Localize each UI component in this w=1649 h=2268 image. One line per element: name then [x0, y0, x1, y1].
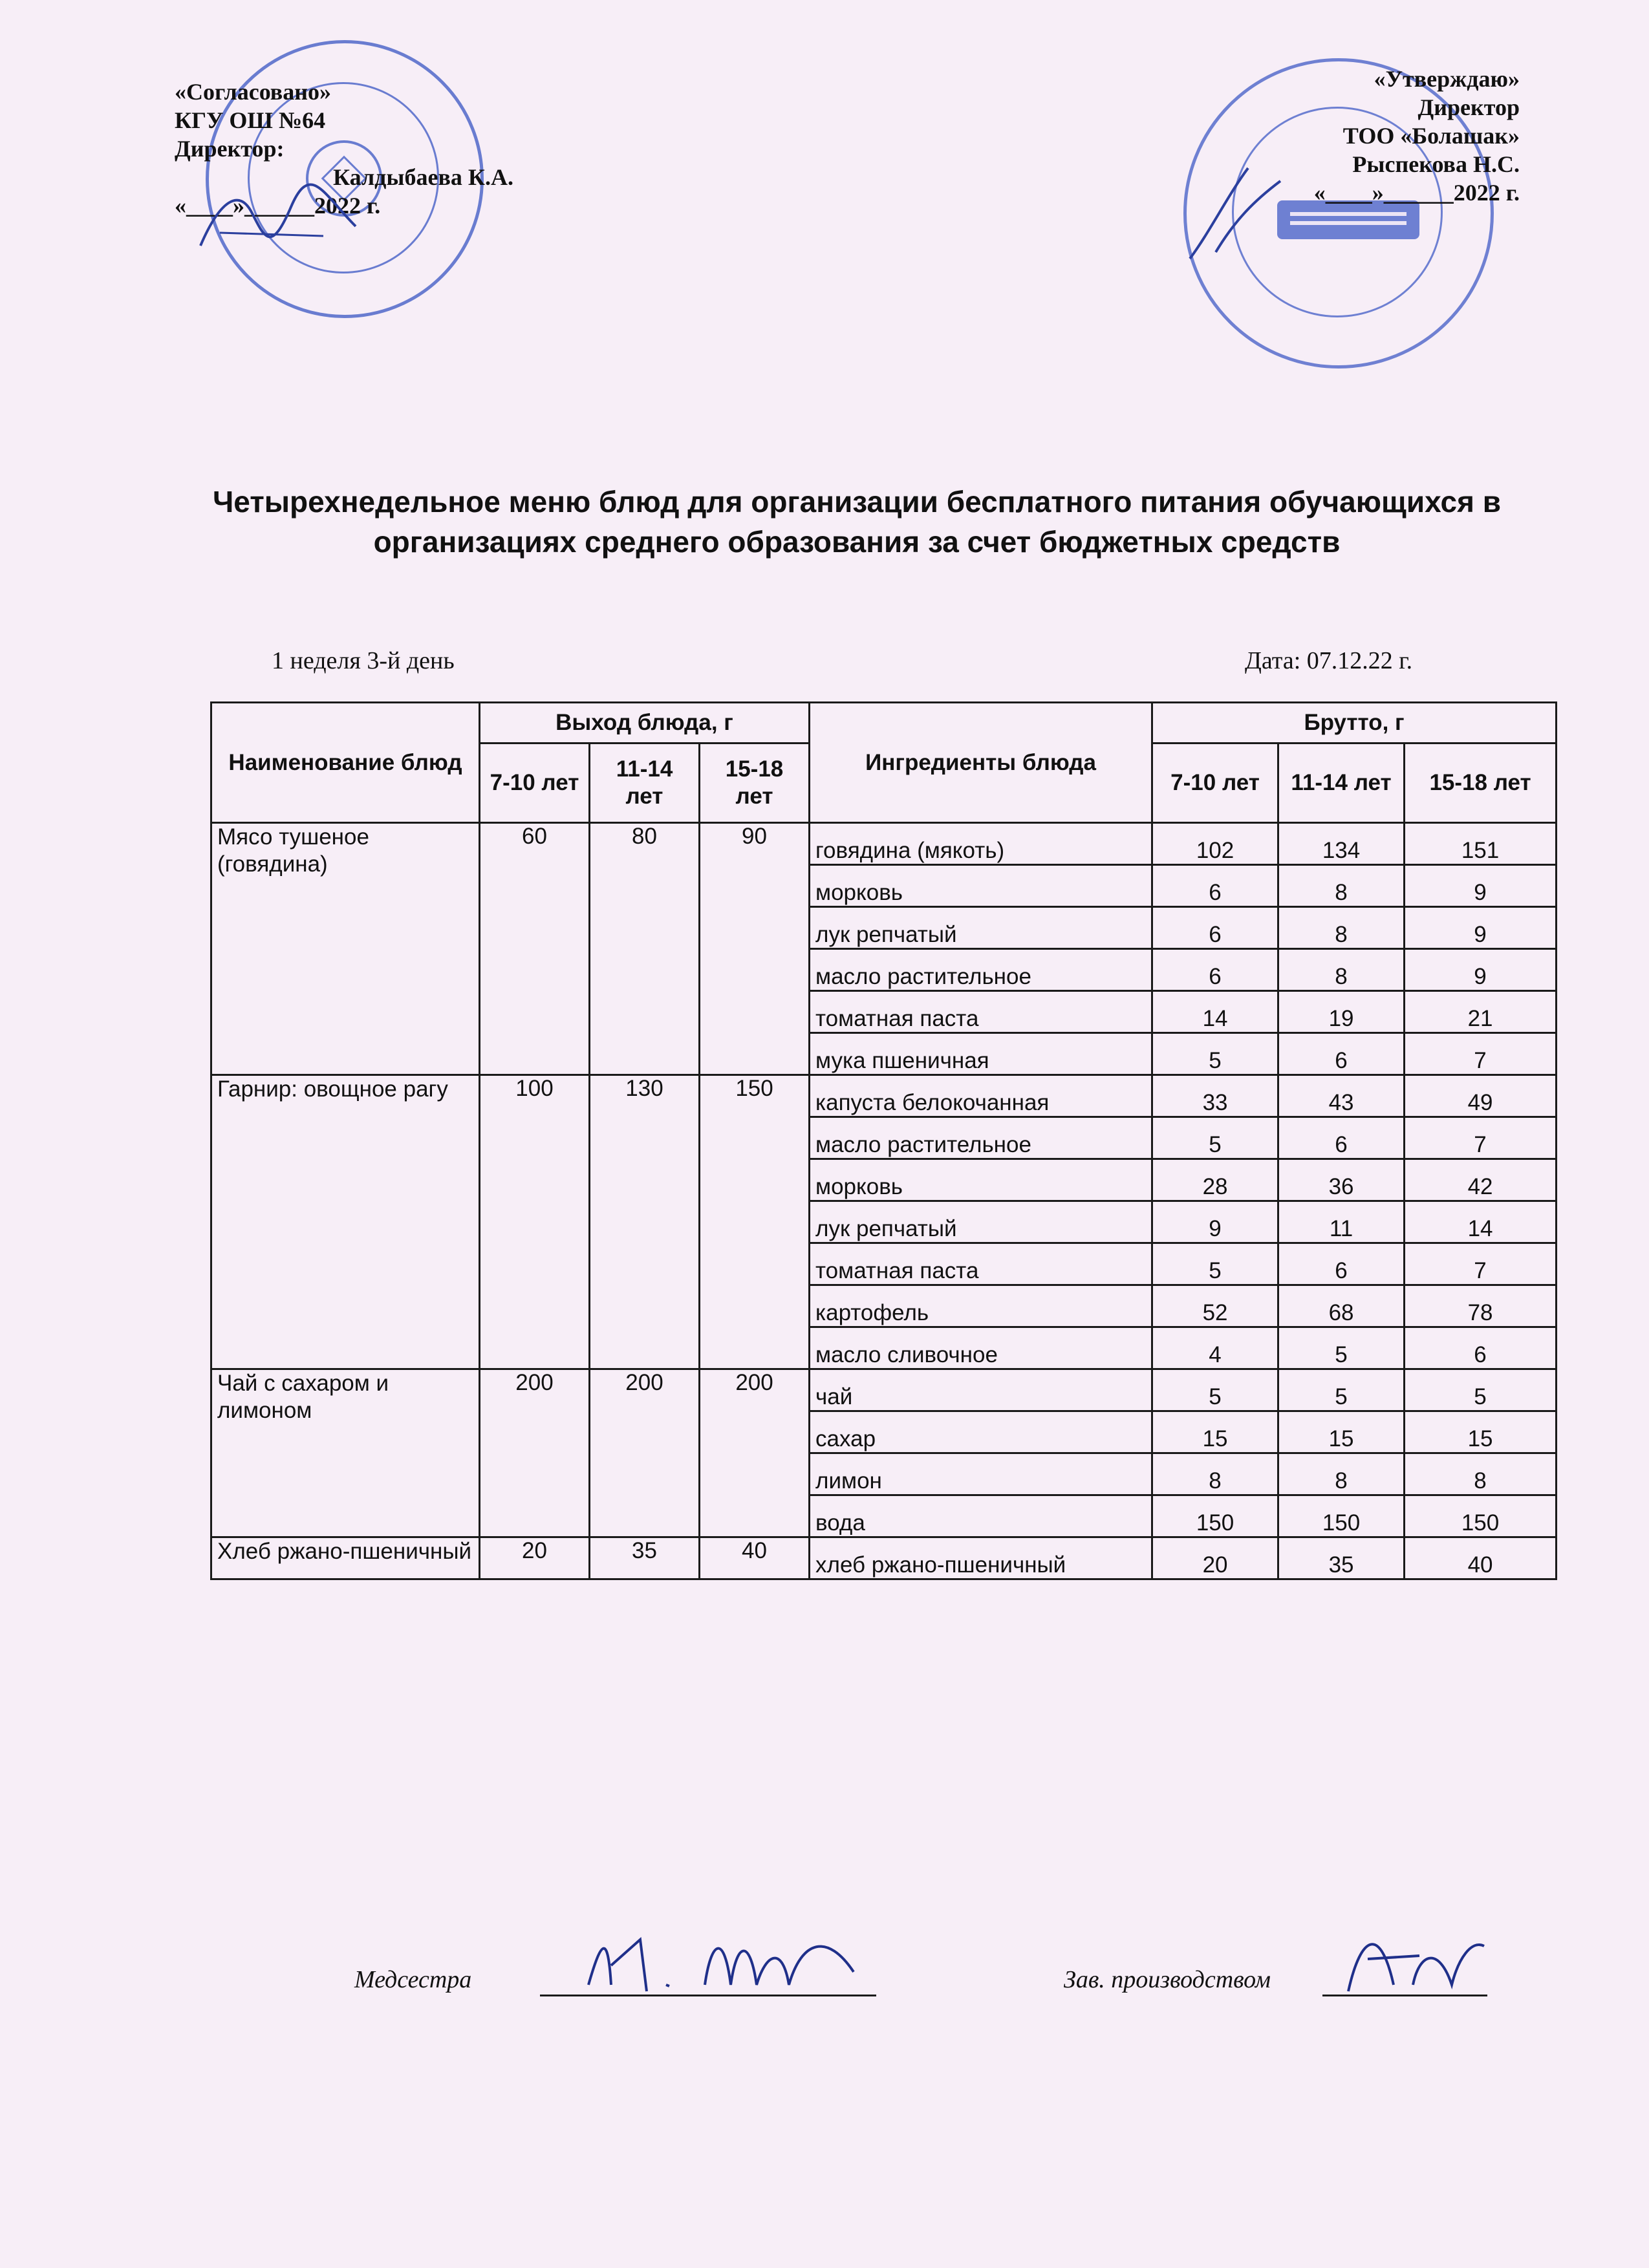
dish-output-value: 20 [480, 1537, 590, 1579]
dish-output-value: 100 [480, 1075, 590, 1369]
ingredient-brutto-value: 5 [1405, 1369, 1557, 1411]
nurse-label: Медсестра [354, 1966, 472, 1993]
approval-left-line: «Согласовано» [175, 79, 331, 105]
dish-output-value: 200 [480, 1369, 590, 1537]
ingredient-brutto-value: 4 [1152, 1327, 1278, 1369]
ingredient-name: масло растительное [810, 949, 1152, 991]
ingredient-name: лук репчатый [810, 907, 1152, 949]
table-row [211, 1537, 1557, 1579]
header-ingredients: Ингредиенты блюда [810, 703, 1152, 823]
ingredient-brutto-value: 6 [1405, 1327, 1557, 1369]
ingredient-brutto-value: 21 [1405, 991, 1557, 1033]
header-output-age: 15-18 лет [700, 744, 810, 823]
approval-right-line: Директор [1417, 94, 1520, 120]
approval-left-date: «____»______2022 г. [175, 193, 381, 219]
ingredient-brutto-value: 49 [1405, 1075, 1557, 1117]
production-signature-icon [1342, 1920, 1491, 2004]
dish-output-value: 40 [700, 1537, 810, 1579]
table-row [211, 1075, 1557, 1117]
ingredient-name: чай [810, 1369, 1152, 1411]
ingredient-brutto-value: 8 [1278, 865, 1405, 907]
dish-output-value: 130 [590, 1075, 700, 1369]
dish-output-value: 90 [700, 823, 810, 1075]
ingredient-brutto-value: 5 [1278, 1327, 1405, 1369]
ingredient-name: масло сливочное [810, 1327, 1152, 1369]
header-brutto-age: 7-10 лет [1152, 744, 1278, 823]
ingredient-brutto-value: 40 [1405, 1537, 1557, 1579]
ingredient-name: вода [810, 1495, 1152, 1537]
ingredient-brutto-value: 8 [1152, 1453, 1278, 1495]
ingredient-brutto-value: 134 [1278, 823, 1405, 865]
ingredient-brutto-value: 14 [1152, 991, 1278, 1033]
approval-left-line: Директор: [175, 136, 285, 162]
ingredient-brutto-value: 42 [1405, 1159, 1557, 1201]
ingredient-brutto-value: 8 [1278, 1453, 1405, 1495]
header-dish: Наименование блюд [211, 703, 480, 823]
ingredient-brutto-value: 150 [1152, 1495, 1278, 1537]
ingredient-name: мука пшеничная [810, 1033, 1152, 1075]
ingredient-brutto-value: 102 [1152, 823, 1278, 865]
ingredient-name: хлеб ржано-пшеничный [810, 1537, 1152, 1579]
ingredient-brutto-value: 8 [1405, 1453, 1557, 1495]
ingredient-name: масло растительное [810, 1117, 1152, 1159]
ingredient-brutto-value: 151 [1405, 823, 1557, 865]
dish-output-value: 80 [590, 823, 700, 1075]
approval-left-line: КГУ ОШ №64 [175, 107, 326, 133]
ingredient-brutto-value: 14 [1405, 1201, 1557, 1243]
ingredient-brutto-value: 78 [1405, 1285, 1557, 1327]
ingredient-brutto-value: 11 [1278, 1201, 1405, 1243]
header-output-age: 11-14 лет [590, 744, 700, 823]
ingredient-brutto-value: 150 [1405, 1495, 1557, 1537]
ingredient-brutto-value: 8 [1278, 949, 1405, 991]
header-brutto-age: 15-18 лет [1405, 744, 1557, 823]
ingredient-brutto-value: 7 [1405, 1033, 1557, 1075]
ingredient-brutto-value: 9 [1405, 907, 1557, 949]
ingredient-brutto-value: 6 [1152, 949, 1278, 991]
ingredient-brutto-value: 33 [1152, 1075, 1278, 1117]
table-row [211, 823, 1557, 865]
header-brutto: Брутто, г [1152, 703, 1557, 744]
ingredient-name: морковь [810, 1159, 1152, 1201]
ingredient-name: лимон [810, 1453, 1152, 1495]
ingredient-brutto-value: 15 [1278, 1411, 1405, 1453]
ingredient-brutto-value: 68 [1278, 1285, 1405, 1327]
menu-table [210, 701, 1557, 1580]
ingredient-name: сахар [810, 1411, 1152, 1453]
ingredient-brutto-value: 9 [1405, 865, 1557, 907]
ingredient-brutto-value: 43 [1278, 1075, 1405, 1117]
menu-table-body [211, 823, 1557, 1579]
ingredient-brutto-value: 9 [1405, 949, 1557, 991]
dish-output-value: 35 [590, 1537, 700, 1579]
ingredient-brutto-value: 20 [1152, 1537, 1278, 1579]
ingredient-name: морковь [810, 865, 1152, 907]
ingredient-brutto-value: 150 [1278, 1495, 1405, 1537]
ingredient-brutto-value: 28 [1152, 1159, 1278, 1201]
week-day-label: 1 неделя 3-й день [272, 647, 455, 674]
dish-name: Чай с сахаром и лимоном [211, 1369, 480, 1537]
approval-right-date: «____»______2022 г. [1313, 180, 1520, 206]
ingredient-name: говядина (мякоть) [810, 823, 1152, 865]
ingredient-brutto-value: 6 [1152, 865, 1278, 907]
ingredient-brutto-value: 52 [1152, 1285, 1278, 1327]
ingredient-brutto-value: 5 [1152, 1369, 1278, 1411]
ingredient-brutto-value: 5 [1278, 1369, 1405, 1411]
ingredient-brutto-value: 15 [1152, 1411, 1278, 1453]
header-output-age: 7-10 лет [480, 744, 590, 823]
dish-name: Мясо тушеное (говядина) [211, 823, 480, 1075]
ingredient-brutto-value: 6 [1278, 1117, 1405, 1159]
nurse-signature-icon [582, 1914, 892, 2004]
header-brutto-age: 11-14 лет [1278, 744, 1405, 823]
table-row [211, 1369, 1557, 1411]
approval-left-name: Калдыбаева К.А. [333, 164, 513, 190]
ingredient-name: томатная паста [810, 1243, 1152, 1285]
ingredient-brutto-value: 7 [1405, 1243, 1557, 1285]
ingredient-brutto-value: 9 [1152, 1201, 1278, 1243]
ingredient-brutto-value: 6 [1278, 1243, 1405, 1285]
ingredient-brutto-value: 19 [1278, 991, 1405, 1033]
page-title: Четырехнедельное меню блюд для организации бесплатного питания обучающихся в организациях среднего образования за счет бюджетных средств [212, 485, 1502, 559]
director-right-signature-icon [1177, 155, 1293, 265]
ingredient-brutto-value: 5 [1152, 1243, 1278, 1285]
dish-output-value: 200 [700, 1369, 810, 1537]
ingredient-brutto-value: 8 [1278, 907, 1405, 949]
dish-output-value: 60 [480, 823, 590, 1075]
date-label: Дата: 07.12.22 г. [1245, 647, 1413, 674]
approval-right-line: «Утверждаю» [1374, 66, 1520, 92]
approval-right-name: Рыспекова Н.С. [1352, 151, 1520, 177]
ingredient-brutto-value: 7 [1405, 1117, 1557, 1159]
ingredient-brutto-value: 15 [1405, 1411, 1557, 1453]
ingredient-brutto-value: 36 [1278, 1159, 1405, 1201]
dish-name: Хлеб ржано-пшеничный [211, 1537, 480, 1579]
ingredient-name: капуста белокочанная [810, 1075, 1152, 1117]
production-head-label: Зав. производством [1064, 1966, 1271, 1993]
header-output: Выход блюда, г [480, 703, 810, 744]
ingredient-brutto-value: 6 [1278, 1033, 1405, 1075]
ingredient-brutto-value: 5 [1152, 1033, 1278, 1075]
dish-output-value: 200 [590, 1369, 700, 1537]
ingredient-brutto-value: 5 [1152, 1117, 1278, 1159]
ingredient-brutto-value: 35 [1278, 1537, 1405, 1579]
ingredient-name: лук репчатый [810, 1201, 1152, 1243]
ingredient-brutto-value: 6 [1152, 907, 1278, 949]
director-signature-icon [194, 175, 362, 265]
dish-name: Гарнир: овощное рагу [211, 1075, 480, 1369]
approval-right-line: ТОО «Болашак» [1342, 123, 1520, 149]
dish-output-value: 150 [700, 1075, 810, 1369]
ingredient-name: картофель [810, 1285, 1152, 1327]
ingredient-name: томатная паста [810, 991, 1152, 1033]
